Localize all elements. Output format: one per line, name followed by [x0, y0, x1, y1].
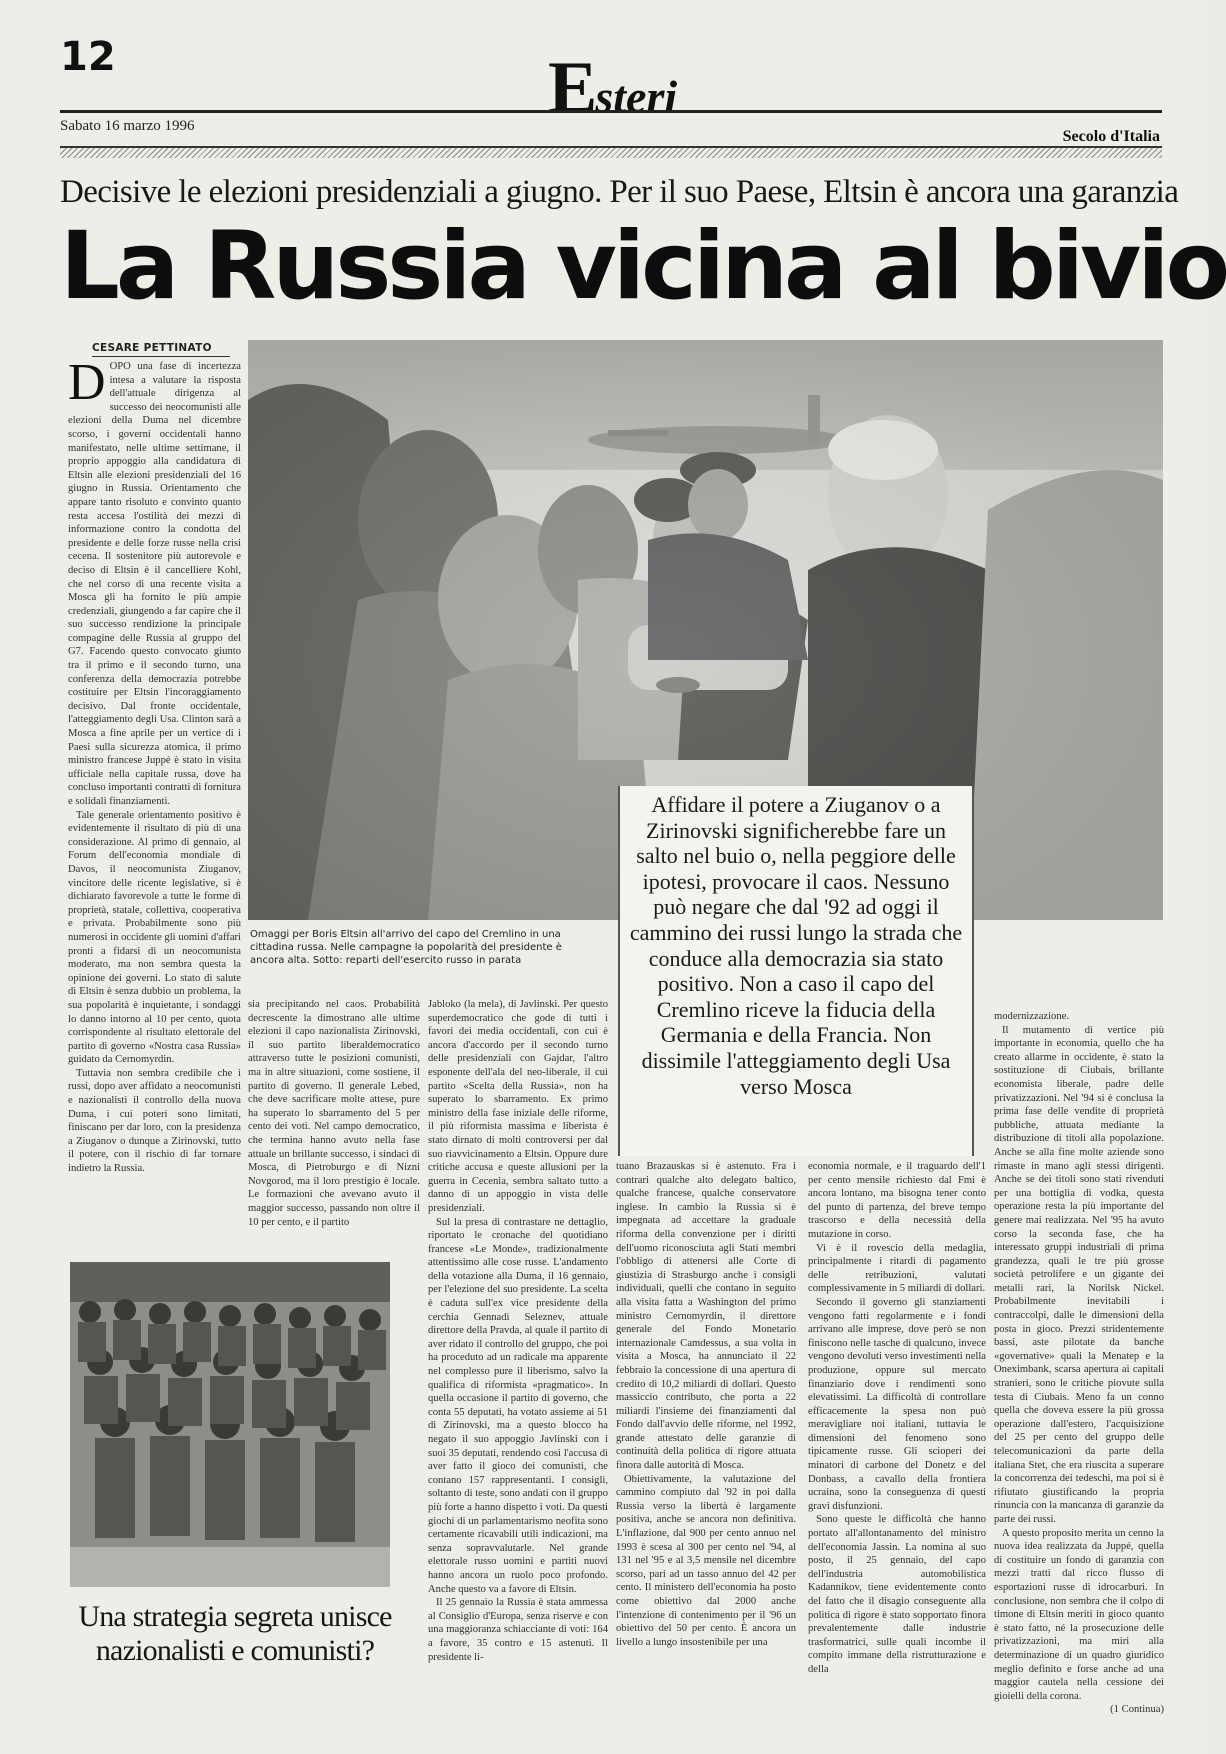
paragraph: Sul la presa di contrastare ne dettaglio, riportato le cronache del quotidiano francese «Le Monde», tradizionalmente attentissimo alle cose russe. L'andamento della votazione alla Duma, il 16 gennaio, per l'elezione del suo presidente. La scelta è caduta sull'ex vice presidente della cerchia Gennadi Seleznev, attuale direttore della Pravda, al quale il partito di aver ridato il controllo del gruppo, che poi ha proceduto ad un radicale ma apparente nel complesso pure il liberismo, salvo la qualifica di riformista «pragmatico». In quella occasione il partito di governo, che conta 55 deputati, ha votato assieme ai 51 di Zirinovski, ma a questo blocco ha negato il suo appoggio Javlinski con i suoi 35 deputati, rendendo così l'accusa di aver fatto il gioco dei comunisti, che contano 157 rappresentanti. I consigli, soltanto di teste, sono andati con il gruppo più forte a hanno dispetto i voti. Da questi giochi di un parlamentarismo neofita sono certamente ricavabili utili indicazioni, ma senza sopravvalutarle. Nel grande elettorale russo uomini e partiti nuovi hanno ancora un ruolo poco profondo. Anche questo va a favore di Eltsin.	[428, 1216, 608, 1595]
paragraph: Jabloko (la mela), di Javlinski. Per questo superdemocratico che gode di tutti i favori dei media occidentali, con cui è ancora d'accordo per il secondo turno delle presidenziali con Gajdar, l'altro esponente dell'ala del neo-liberale, il cui partito «Scelta della Russia», non ha superato lo sbarramento. Ex primo ministro della fase iniziale delle riforme, il più riformista massima e liberista è stato dirnato di molti controversi per dal suo riavvicinamento a Eltsin. Oppure dure critiche accusa e queste allusioni per la guerra in Cecenia, sembra saltato tutto a danno di un appoggio in vista delle presidenziali.	[428, 999, 608, 1214]
dropcap: D	[68, 354, 106, 411]
subheadline: Una strategia segreta unisce nazionalisti e comunisti?	[78, 1600, 392, 1667]
paragraph: tuano Brazauskas si è astenuto. Fra i contrari qualche alto delegato baltico, qualche francese, qualche conservatore inglese. In cambio la Russia si è impegnata ad accettare la graduale riforma della convenzione per i diritti dell'uomo riconosciuta agli Stati membri l'obbligo di attenersi alle Corte di giustizia di Strasburgo anche i consigli individuali, quelli che contano in seguito alla visita fatta a Washington del primo ministro Cernomyrdin, il direttore generale del Fondo Monetario internazionale Camdessus, a sua volta in visita a Mosca, ha annunciato il 22 febbraio la concessione di una apertura di credito di 10,2 miliardi di dollari. Questo massiccio contributo, che porta a 22 miliardi l'insieme dei finanziamenti dal Fondo dall'avvio delle riforme, nel 1992, grande attestato delle garanzie di continuità della politica di rigore attuata finora dalle autorità di Mosca.	[616, 1161, 796, 1472]
column-5	[808, 1160, 986, 1675]
paragraph: economia normale, e il traguardo dell'1 per cento mensile richiesto dal Fmi è ancora lontano, ma bisogna tener conto del punto di partenza, del breve tempo trascorso e della necessità della mutazione in corso.	[808, 1161, 986, 1240]
section-initial: E	[548, 47, 596, 129]
paragraph: Obiettivamente, la valutazione del cammino compiuto dal '92 in poi dalla Russia verso la libertà è largamente positiva, anche se ancora non definitiva. L'inflazione, dal 900 per cento annuo nel 1993 è scesa al 300 per cento nel '94, al 131 nel '95 e al 3,5 mensile nel dicembre scorso, pari ad un tasso annuo del 42 per cento. Il ministero dell'economia ha posto come obiettivo dal 2000 anche l'intenzione di contenimento per il '96 un obiettivo del 50 per cento. È ancora un livello a lungo insostenibile per una	[616, 1473, 796, 1648]
paragraph: Tuttavia non sembra credibile che i russi, dopo aver affidato a neocomunisti e nazionalisti il controllo della nuova Duma, i cui poteri sono limitati, finiscano per dar loro, con la presidenza a Ziuganov o dunque a Zirinovski, tutto il potere, con il rischio di far tornare indietro la Russia.	[68, 1067, 241, 1175]
paragraph: Vi è il rovescio della medaglia, principalmente i ritardi di pagamento delle retribuzioni, valutati complessivamente in 5 miliardi di dollari.	[808, 1242, 986, 1295]
column-2	[248, 998, 420, 1256]
byline: CESARE PETTINATO	[92, 342, 230, 357]
column-4	[616, 1160, 796, 1660]
paragraph: modernizzazione.	[994, 1011, 1069, 1022]
column-1	[68, 354, 241, 1390]
headline: La Russia vicina al bivio	[60, 212, 1226, 321]
photo-military-parade	[70, 1262, 390, 1587]
hatched-band	[60, 146, 1162, 158]
paragraph: Secondo il governo gli stanziamenti vengono fatti regolarmente e i fondi arrivano alle imprese, dove però se non finiscono nelle tasche di qualcuno, invece vengono devoluti verso investimenti nella produzione, oppure sul mercato finanziario dove i rendimenti sono elevatissimi. La difficoltà di controllare efficacemente la spesa non può meravigliare noi italiani, tuttavia le dimensioni del fenomeno sono tipicamente russe. Gli scioperi dei minatori di carbone del Donetz e del Donbass, a cavallo della frontiera ucraina, sono la conseguenza di questi gravi disfunzioni.	[808, 1296, 986, 1512]
paragraph: A questo proposito merita un cenno la nuova idea realizzata da Juppé, quella di costituire un fondo di garanzia con mezzi tratti dal ricco flusso di esportazioni russe di idrocarburi. In conclusione, non sembra che il colpo di timone di Eltsin meriti in gioco quanto è stato fatto, né la prosecuzione delle privatizzazioni, ma miri alla determinazione di un quadro giuridico meglio definito e forse anche ad una maggior cautela nella cessione dei gioielli della corona.	[994, 1527, 1164, 1702]
paragraph: Il 25 gennaio la Russia è stata ammessa al Consiglio d'Europa, senza riserve e con una maggioranza schiacciante di voti: 164 a favore, 35 contro e 15 astenuti. Il presidente li-	[428, 1597, 608, 1663]
column-3	[428, 998, 608, 1663]
paragraph: Tale generale orientamento positivo è evidentemente il risultato di più di una considerazione. Al primo di gennaio, al Forum dell'economia mondiale di Davos, il neocomunista Ziuganov, vincitore delle ricente legislative, si è dichiarato favorevole a tutte le forme di proprietà, statale, collettiva, cooperativa e privata. Probabilmente sono più numerosi in occidente gli uomini d'affari pronti a fidarsi di un neocomunista moderato, ma non sembra questa la opinione dei governi. Lo stato di salute di Eltsin è senza dubbio un problema, la sua popolarità è inquietante, i sondaggi lo danno intorno al 10 per cento, quota corrispondente al risultato elettorale del partito di governo «Nostra casa Russia» guidato da Cernomyrdin.	[68, 809, 241, 1066]
issue-date: Sabato 16 marzo 1996	[60, 118, 195, 134]
header-rule	[60, 110, 1162, 113]
section-title	[548, 46, 677, 131]
paragraph: OPO una fase di incertezza intesa a valutare la risposta dell'attuale dirigenza al successo dei neocomunisti alle elezioni della Duma nel dicembre scorso, i governi occidentali hanno manifestato, nelle ultime settimane, il proprio appoggio alla candidatura di Eltsin alle elezioni presidenziali del 16 giugno in Russia. Orientamento che appare tanto risoluto e convinto quanto resta accesa l'ostilità dei mezzi di informazione contro la condotta del presidente e delle forze russe nella crisi cecena. Il sostenitore più autorevole e deciso di Eltsin è il cancelliere Kohl, che nel corso di una recente visita a Mosca gli ha fornito le più ampie credenziali, giungendo a far capire che il suo successo rendizione la principale compagine delle Russia al gruppo del G7. Facendo questo convocato giunto tra il primo e il secondo turno, una conferenza della democrazia potrebbe costituire per Eltsin l'incoraggiamento decisivo. Dal fronte occidentale, l'atteggiamento degli Usa. Clinton sarà a Mosca a fine aprile per un vertice di i Paesi sulla sicurezza atomica, il primo ministro francese Juppé è stato in visita ufficiale nella capitale russa, dove ha concluso importanti contratti di fornitura e solidali finanziamenti.	[68, 361, 241, 807]
page-number: 12	[60, 34, 116, 80]
paragraph: Il mutamento di vertice più importante in economia, quello che ha creato allarme in occidente, è stato la sostituzione di Ciubais, brillante economista liberale, padre delle privatizzazioni. Nel '94 si è conclusa la prima fase delle vendite di proprietà pubbliche, attuata mediante la distribuzione di titoli alla popolazione. Anche se alla fine molte aziende sono rimaste in mano agli stessi dirigenti. Anche se dei titoli sono stati rivenduti per una bottiglia di vodka, questa operazione resta la più importante del genere mai realizzata. Nel '95 ha avuto corso la seconda fase, che ha interessato gruppi industriali di prima grandezza, quali le tre più grosse società petrolifere e un gigante dei metalli rari, la Norilsk Nickel. Probabilmente inevitabili i contraccolpi, dalle le dimensioni della posta in gioco. Prezzi stridentemente bassi, aste pilotate da banche «governative» quali la Menatep e la Oneximbank, scarsa apertura ai capitali stranieri, sono le critiche piovute sulla testa di Ciubais. Meno fa un conno quella che doveva essere la più grossa operazione dall'estero, l'acquisizione del 25 per cento del gruppo delle telecomunicazioni da parte della italiana Stet, che era riuscita a superare la concorrenza dei tedeschi, ma poi si è rifiutato giustificando la propria rinuncia con la mancanza di garanzie da parte dei russi.	[994, 1024, 1164, 1525]
paragraph: sia precipitando nel caos. Probabilità decrescente la dimostrano alle ultime elezioni il capo nazionalista Zirinovski, il suo partito liberaldemocratico attraverso tutte le posizioni comunisti, ma in altre situazioni, come sostiene, il partito di governo. Il generale Lebed, che deve sacrificare molte attese, pure ha superato lo sbarramento del 5 per cento dei voti. Nel campo democratico, che termina hanno avuto nella fase attuale un brillante successo, i sindaci di Mosca, di Pietroburgo e di Nizni Novgorod, ma il loro prestigio è locale. Le formazioni che avevano avuto il maggior successo, passando non oltre il 10 per cento, e il partito	[248, 999, 420, 1228]
newspaper-name: Secolo d'Italia	[1062, 128, 1160, 145]
paragraph: Sono queste le difficoltà che hanno portato all'allontanamento del ministro dell'economia Jassin. La nomina al suo posto, il 25 gennaio, del capo dell'industria automobilistica Kadannikov, tiene evidentemente conto del fatto che il disagio conseguente alla politica di rigore è stato sopportato finora prevalentemente dalle industrie trasformatrici, sulle quali incombe il compito immane della ristrutturazione e della	[808, 1514, 986, 1675]
photo-parade-image	[70, 1262, 390, 1587]
kicker: Decisive le elezioni presidenziali a giugno. Per il suo Paese, Eltsin è ancora una garanzia	[60, 174, 1179, 210]
column-6	[994, 1010, 1164, 1716]
continued-note: (1 Continua)	[1110, 1704, 1164, 1716]
photo-caption: Omaggi per Boris Eltsin all'arrivo del capo del Cremlino in una cittadina russa. Nelle campagne la popolarità del presidente è ancora alta. Sotto: reparti dell'esercito russo in parata	[250, 929, 562, 966]
section-rest: steri	[595, 71, 678, 122]
pull-quote: Affidare il potere a Ziuganov o a Zirinovski significherebbe fare un salto nel buio o, nella peggiore delle ipotesi, provocare il caos. Nessuno può negare che dal '92 ad oggi il cammino dei russi lungo la strada che conduce alla democrazia sia stato positivo. Non a caso il capo del Cremlino riceve la fiducia della Germania e della Francia. Non dissimile l'atteggiamento degli Usa verso Mosca	[618, 786, 974, 1156]
